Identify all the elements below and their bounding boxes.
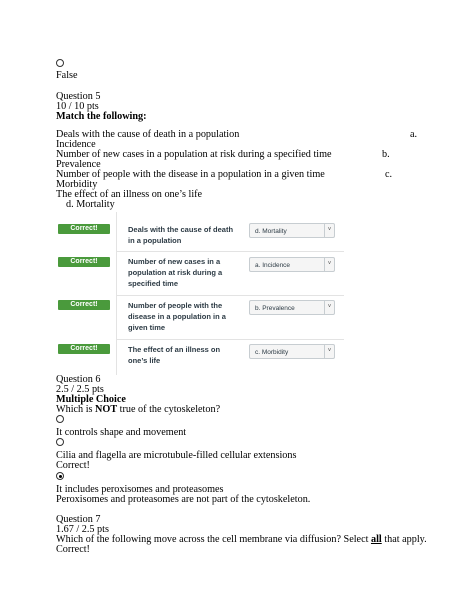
q6-option-2: Cilia and flagella are microtubule-filled cellular extensions <box>56 450 297 461</box>
chevron-down-icon: ˅ <box>324 224 334 237</box>
match-row <box>56 252 344 296</box>
q6-score: 2.5 / 2.5 pts <box>56 384 104 395</box>
q5-letter-b: b. <box>382 149 390 160</box>
match-select-value: d. Mortality <box>255 228 287 235</box>
q5-line-6: Morbidity <box>56 179 98 190</box>
q7-prompt: Which of the following move across the cell membrane via diffusion? Select all that apply. <box>56 534 427 545</box>
match-select-value: b. Prevalence <box>255 305 295 312</box>
q6-prompt: Which is NOT true of the cytoskeleton? <box>56 404 221 415</box>
q5-line-3: Number of new cases in a population at risk during a specified time <box>56 149 332 160</box>
q5-letter-c: c. <box>385 169 393 180</box>
match-row <box>56 296 344 340</box>
q5-line-1: Deals with the cause of death in a population <box>56 129 240 140</box>
chevron-down-icon: ˅ <box>324 301 334 314</box>
q5-title: Question 5 <box>56 91 101 102</box>
q6-option-3: It includes peroxisomes and proteasomes <box>56 484 224 495</box>
q5-score: 10 / 10 pts <box>56 101 99 112</box>
q6-option-1: It controls shape and movement <box>56 427 187 438</box>
matching-panel <box>56 212 344 375</box>
q7-score: 1.67 / 2.5 pts <box>56 524 109 535</box>
q5-line-2: Incidence <box>56 139 96 150</box>
correct-badge: Correct! <box>58 344 110 354</box>
correct-badge: Correct! <box>58 300 110 310</box>
match-select[interactable] <box>249 223 335 238</box>
match-row <box>56 212 344 252</box>
q5-type: Match the following: <box>56 111 147 122</box>
match-prompt: The effect of an illness on one’s life <box>128 345 221 365</box>
q5-letter-a: a. <box>410 129 418 140</box>
q5-line-4: Prevalence <box>56 159 101 170</box>
match-select[interactable] <box>249 344 335 359</box>
match-prompt: Number of new cases in a population at risk during a specified time <box>128 257 223 288</box>
match-select[interactable] <box>249 257 335 272</box>
radio-option-2[interactable] <box>56 438 64 446</box>
chevron-down-icon: ˅ <box>324 258 334 271</box>
q6-correct-label: Correct! <box>56 460 90 471</box>
q6-explanation: Peroxisomes and proteasomes are not part of the cytoskeleton. <box>56 494 311 505</box>
q6-type: Multiple Choice <box>56 394 126 405</box>
correct-badge: Correct! <box>58 224 110 234</box>
match-row <box>56 340 344 375</box>
radio-option-1[interactable] <box>56 415 64 423</box>
match-select-value: c. Morbidity <box>255 349 289 356</box>
radio-false[interactable] <box>56 59 64 67</box>
q6-title: Question 6 <box>56 374 101 385</box>
radio-option-3[interactable] <box>56 472 64 480</box>
q7-correct-label: Correct! <box>56 544 90 555</box>
match-select-value: a. Incidence <box>255 262 291 269</box>
q5-line-7: The effect of an illness on one’s life <box>56 189 203 200</box>
match-select[interactable] <box>249 300 335 315</box>
chevron-down-icon: ˅ <box>324 345 334 358</box>
correct-badge: Correct! <box>58 257 110 267</box>
q7-title: Question 7 <box>56 514 101 525</box>
match-prompt: Deals with the cause of death in a population <box>128 225 234 245</box>
match-prompt: Number of people with the disease in a population in a given time <box>128 301 226 332</box>
q5-line-5: Number of people with the disease in a population in a given time <box>56 169 325 180</box>
option-false: False <box>56 70 78 81</box>
q5-line-8: d. Mortality <box>66 199 115 210</box>
